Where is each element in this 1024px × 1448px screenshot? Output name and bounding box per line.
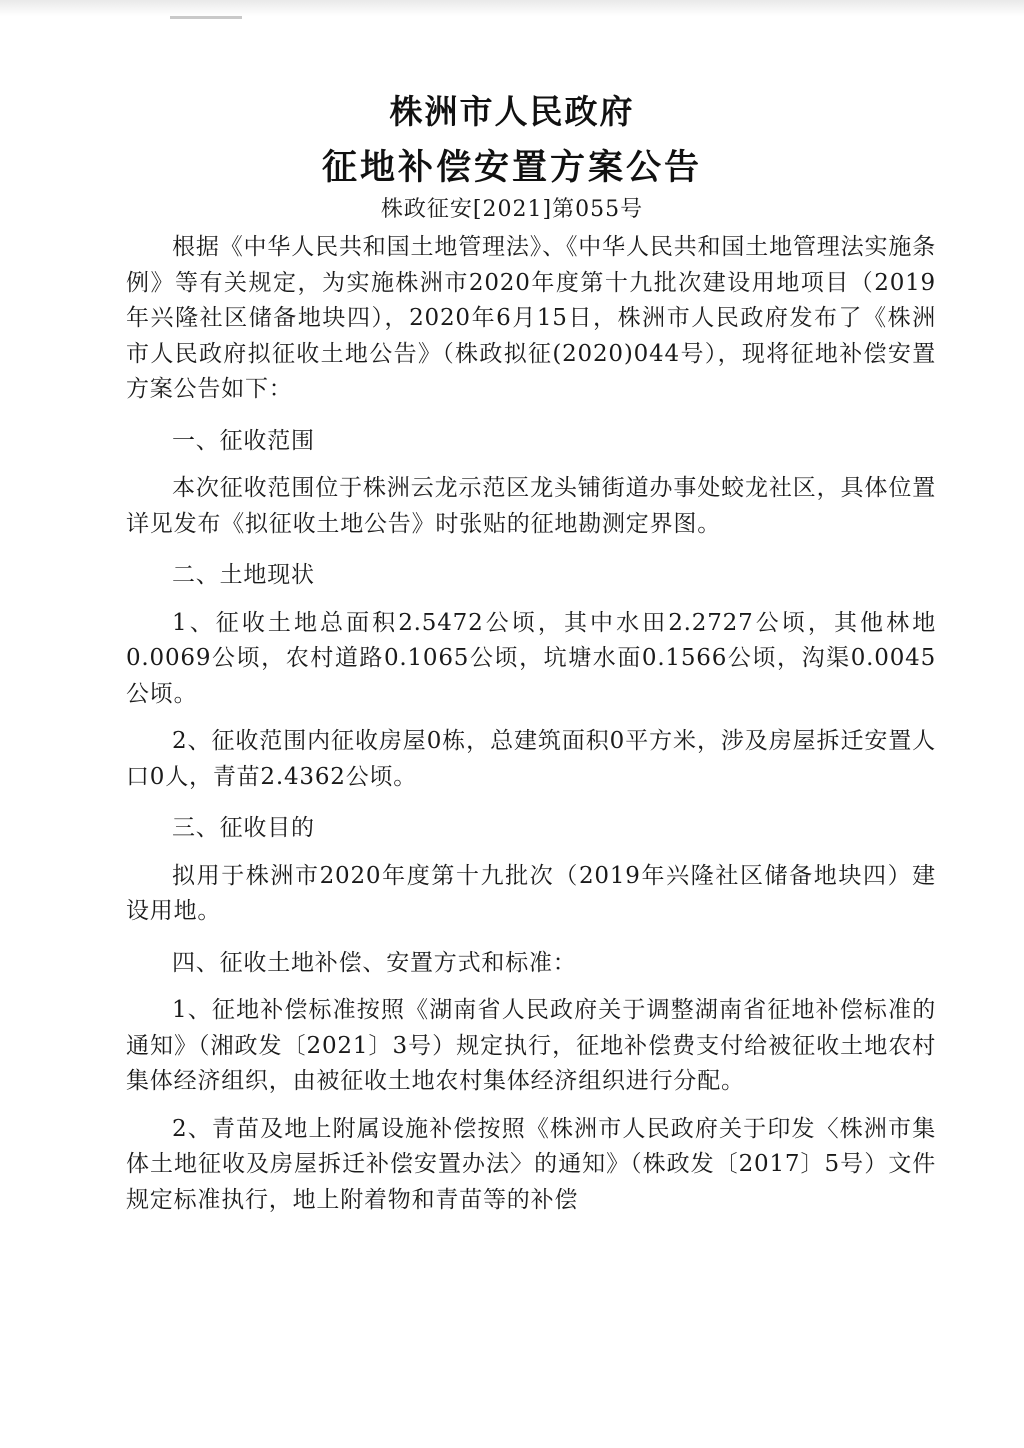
section-2-heading: 二、土地现状: [172, 562, 315, 588]
section-4-item-2: 2、青苗及地上附属设施补偿按照《株洲市人民政府关于印发〈株洲市集体土地征收及房屋拆迁补偿安置办法〉的通知》（株政发〔2017〕5号）文件规定标准执行，地上附着物和青苗等的补偿: [126, 1115, 936, 1213]
document-number: 株政征安[2021]第055号: [380, 197, 644, 222]
section-2-item-2: 2、征收范围内征收房屋0栋，总建筑面积0平方米，涉及房屋拆迁安置人口0人，青苗2.4362公顷。: [126, 728, 936, 790]
section-1-heading: 一、征收范围: [172, 427, 315, 454]
section-1-paragraph: 本次征收范围位于株洲云龙示范区龙头铺街道办事处蛟龙社区，具体位置详见发布《拟征收土地公告》时张贴的征地勘测定界图。: [126, 475, 936, 537]
section-3-paragraph: 拟用于株洲市2020年度第十九批次（2019年兴隆社区储备地块四）建设用地。: [126, 862, 936, 924]
scan-shadow: [0, 0, 1024, 16]
intro-paragraph: 根据《中华人民共和国土地管理法》、《中华人民共和国土地管理法实施条例》等有关规定，为实施株洲市2020年度第十九批次建设用地项目（2019年兴隆社区储备地块四），2020年6月15日，株洲市人民政府发布了《株洲市人民政府拟征收土地公告》（株政拟征(2020)044号），现将征地补偿安置方案公告如下：: [126, 234, 936, 402]
section-2-item-1: 1、征收土地总面积2.5472公顷，其中水田2.2727公顷，其他林地0.0069公顷，农村道路0.1065公顷，坑塘水面0.1566公顷，沟渠0.0045公顷。: [126, 609, 936, 707]
title-issuer: 株洲市人民政府: [389, 92, 635, 131]
document-body: [126, 230, 936, 1218]
title-subject: 征地补偿安置方案公告: [321, 148, 702, 188]
section-4-item-1: 1、征地补偿标准按照《湖南省人民政府关于调整湖南省征地补偿标准的通知》（湘政发〔2021〕3号）规定执行，征地补偿费支付给被征收土地农村集体经济组织，由被征收土地农村集体经济组织进行分配。: [126, 997, 936, 1094]
scan-mark: [170, 16, 242, 19]
section-3-heading: 三、征收目的: [172, 815, 315, 841]
section-4-heading: 四、征收土地补偿、安置方式和标准：: [172, 949, 577, 976]
